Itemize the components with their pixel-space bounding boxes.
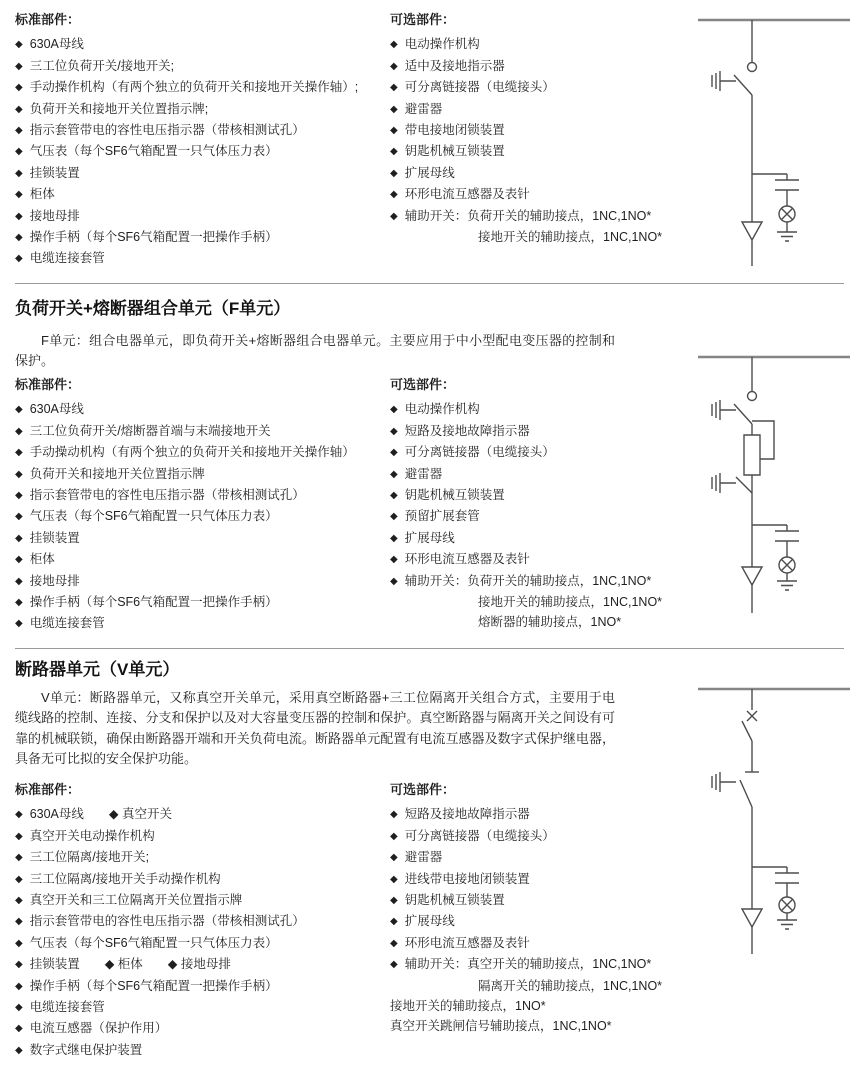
- diamond-bullet-icon: ◆: [15, 39, 23, 51]
- diamond-bullet-icon: ◆: [15, 103, 23, 115]
- list-item: [15, 248, 387, 269]
- list-item: [390, 612, 690, 632]
- list-item-text: 630A母线 ◆ 真空开关: [29, 807, 172, 822]
- list-item-text: 扩展母线: [404, 530, 455, 545]
- section-divider: [15, 648, 844, 649]
- list-item: [390, 399, 690, 420]
- section1-standard-column: [15, 10, 387, 270]
- list-item-text: 手动操作机构（有两个独立的负荷开关和接地开关操作轴）;: [29, 80, 359, 95]
- optional-parts-heading: 可选部件：: [390, 782, 456, 797]
- list-item: [390, 141, 690, 162]
- list-item-text: 辅助开关：真空开关的辅助接点，1NC,1NO*: [404, 957, 652, 972]
- v-unit-section-title: 断路器单元（V单元）: [15, 660, 180, 679]
- list-item-text: 辅助开关：负荷开关的辅助接点，1NC,1NO*: [404, 573, 652, 588]
- list-item-text: 操作手柄（每个SF6气箱配置一把操作手柄）: [29, 595, 278, 610]
- list-item-text: 钥匙机械互锁装置: [404, 488, 505, 503]
- diamond-bullet-icon: ◆: [15, 575, 23, 587]
- list-item-text: 钥匙机械互锁装置: [404, 144, 505, 159]
- list-item: [15, 847, 387, 868]
- standard-parts-heading: 标准部件：: [15, 782, 81, 797]
- list-item-text: 辅助开关：负荷开关的辅助接点，1NC,1NO*: [404, 208, 652, 223]
- f-unit-intro-paragraph: F单元：组合电器单元，即负荷开关+熔断器组合电器单元。主要应用于中小型配电变压器的控制和保护。: [15, 333, 615, 369]
- section3-standard-column: [15, 780, 387, 1061]
- list-item: [15, 1040, 387, 1061]
- list-item-text: 适中及接地指示器: [404, 58, 505, 73]
- diamond-bullet-icon: ◆: [15, 554, 23, 566]
- section2-standard-column: [15, 375, 387, 635]
- diamond-bullet-icon: ◆: [15, 511, 23, 523]
- list-item-text: 接地母排: [29, 573, 80, 588]
- list-item-text: 挂锁装置: [29, 165, 80, 180]
- diamond-bullet-icon: ◆: [15, 468, 23, 480]
- list-item: [390, 592, 690, 612]
- list-item-text: 熔断器的辅助接点，1NO*: [478, 615, 622, 630]
- list-item-text: 电动操作机构: [404, 402, 480, 417]
- diamond-bullet-icon: ◆: [15, 210, 23, 222]
- list-item: [390, 549, 690, 570]
- list-item-text: 电动操作机构: [404, 37, 480, 52]
- list-item: [390, 464, 690, 485]
- list-item-text: 手动操动机构（有两个独立的负荷开关和接地开关操作轴）: [29, 445, 355, 460]
- list-item: [390, 421, 690, 442]
- list-item-text: 接地开关的辅助接点，1NO*: [390, 999, 546, 1014]
- list-item-text: 挂锁装置: [29, 530, 80, 545]
- list-item-text: 扩展母线: [404, 165, 455, 180]
- diamond-bullet-icon: ◆: [15, 916, 23, 928]
- list-item: [15, 592, 387, 613]
- list-item: [390, 954, 690, 975]
- diamond-bullet-icon: ◆: [15, 1044, 23, 1056]
- section3-optional-column: [390, 780, 690, 1037]
- list-item-text: 操作手柄（每个SF6气箱配置一把操作手柄）: [29, 978, 278, 993]
- list-item: [15, 804, 387, 825]
- diamond-bullet-icon: ◆: [390, 447, 398, 459]
- list-item-text: 避雷器: [404, 850, 443, 865]
- diamond-bullet-icon: ◆: [15, 1002, 23, 1014]
- diamond-bullet-icon: ◆: [15, 937, 23, 949]
- list-item: [15, 34, 387, 55]
- diamond-bullet-icon: ◆: [15, 830, 23, 842]
- diamond-bullet-icon: ◆: [15, 404, 23, 416]
- list-item-text: 负荷开关和接地开关位置指示牌: [29, 466, 205, 481]
- diamond-bullet-icon: ◆: [15, 873, 23, 885]
- f-unit-section-title: 负荷开关+熔断器组合单元（F单元）: [15, 299, 291, 318]
- diamond-bullet-icon: ◆: [15, 852, 23, 864]
- optional-parts-list: [390, 34, 690, 247]
- list-item-text: 柜体: [29, 552, 55, 567]
- list-item: [390, 976, 690, 996]
- diamond-bullet-icon: ◆: [15, 167, 23, 179]
- list-item: [15, 464, 387, 485]
- standard-parts-heading: 标准部件：: [15, 12, 81, 27]
- circuit-breaker-unit-diagram: [690, 672, 858, 1002]
- diamond-bullet-icon: ◆: [390, 425, 398, 437]
- list-item: [15, 99, 387, 120]
- list-item-text: 环形电流互感器及表针: [404, 935, 530, 950]
- list-item: [390, 933, 690, 954]
- diamond-bullet-icon: ◆: [15, 447, 23, 459]
- diamond-bullet-icon: ◆: [390, 60, 398, 72]
- list-item: [390, 1016, 690, 1036]
- list-item-text: 接地母排: [29, 208, 80, 223]
- list-item-text: 指示套管带电的容性电压指示器（带核相测试孔）: [29, 123, 305, 138]
- list-item-text: 钥匙机械互锁装置: [404, 893, 505, 908]
- diamond-bullet-icon: ◆: [15, 597, 23, 609]
- diamond-bullet-icon: ◆: [15, 895, 23, 907]
- load-break-switch-unit-diagram: [690, 4, 858, 272]
- list-item: [15, 826, 387, 847]
- diamond-bullet-icon: ◆: [390, 189, 398, 201]
- list-item-text: 电缆连接套管: [29, 1000, 105, 1015]
- diamond-bullet-icon: ◆: [390, 167, 398, 179]
- diamond-bullet-icon: ◆: [390, 82, 398, 94]
- diamond-bullet-icon: ◆: [390, 468, 398, 480]
- list-item-text: 带电接地闭锁装置: [404, 123, 505, 138]
- list-item: [15, 399, 387, 420]
- list-item-text: 隔离开关的辅助接点，1NC,1NO*: [478, 978, 663, 993]
- diamond-bullet-icon: ◆: [390, 937, 398, 949]
- list-item-text: 接地开关的辅助接点，1NC,1NO*: [478, 595, 663, 610]
- list-item-text: 环形电流互感器及表针: [404, 552, 530, 567]
- diamond-bullet-icon: ◆: [390, 490, 398, 502]
- diamond-bullet-icon: ◆: [15, 146, 23, 158]
- list-item-text: 可分离链接器（电缆接头）: [404, 80, 555, 95]
- diamond-bullet-icon: ◆: [390, 125, 398, 137]
- list-item-text: 630A母线: [29, 402, 84, 417]
- list-item-text: 接地开关的辅助接点，1NC,1NO*: [478, 230, 663, 245]
- list-item: [390, 163, 690, 184]
- list-item-text: 气压表（每个SF6气箱配置一只气体压力表）: [29, 509, 278, 524]
- list-item-text: 预留扩展套管: [404, 509, 480, 524]
- list-item: [15, 141, 387, 162]
- diamond-bullet-icon: ◆: [390, 916, 398, 928]
- list-item-text: 短路及接地故障指示器: [404, 423, 530, 438]
- diamond-bullet-icon: ◆: [390, 809, 398, 821]
- list-item: [15, 120, 387, 141]
- diamond-bullet-icon: ◆: [15, 1023, 23, 1035]
- diamond-bullet-icon: ◆: [15, 532, 23, 544]
- list-item-text: 三工位负荷开关/熔断器首端与末端接地开关: [29, 423, 271, 438]
- diamond-bullet-icon: ◆: [390, 210, 398, 222]
- diamond-bullet-icon: ◆: [15, 425, 23, 437]
- diamond-bullet-icon: ◆: [15, 232, 23, 244]
- optional-parts-heading: 可选部件：: [390, 377, 456, 392]
- list-item-text: 气压表（每个SF6气箱配置一只气体压力表）: [29, 935, 278, 950]
- diamond-bullet-icon: ◆: [390, 575, 398, 587]
- list-item: [390, 206, 690, 227]
- diamond-bullet-icon: ◆: [390, 404, 398, 416]
- list-item-text: 可分离链接器（电缆接头）: [404, 445, 555, 460]
- section-divider: [15, 283, 844, 284]
- list-item: [390, 34, 690, 55]
- list-item-text: 真空开关电动操作机构: [29, 828, 155, 843]
- diamond-bullet-icon: ◆: [15, 809, 23, 821]
- diamond-bullet-icon: ◆: [15, 125, 23, 137]
- list-item: [15, 528, 387, 549]
- diamond-bullet-icon: ◆: [15, 189, 23, 201]
- optional-parts-heading: 可选部件：: [390, 12, 456, 27]
- list-item: [15, 442, 387, 463]
- list-item: [15, 506, 387, 527]
- list-item-text: 三工位负荷开关/接地开关;: [29, 58, 175, 73]
- list-item-text: 负荷开关和接地开关位置指示牌;: [29, 101, 209, 116]
- standard-parts-list: [15, 399, 387, 634]
- list-item: [15, 571, 387, 592]
- diamond-bullet-icon: ◆: [390, 895, 398, 907]
- list-item: [15, 954, 387, 975]
- list-item-text: 扩展母线: [404, 914, 455, 929]
- list-item-text: 挂锁装置 ◆ 柜体 ◆ 接地母排: [29, 957, 231, 972]
- diamond-bullet-icon: ◆: [390, 852, 398, 864]
- list-item-text: 避雷器: [404, 466, 443, 481]
- list-item: [390, 227, 690, 247]
- section2-optional-column: [390, 375, 690, 633]
- diamond-bullet-icon: ◆: [15, 959, 23, 971]
- list-item-text: 指示套管带电的容性电压指示器（带核相测试孔）: [29, 914, 305, 929]
- standard-parts-list: [15, 804, 387, 1061]
- list-item-text: 三工位隔离/接地开关;: [29, 850, 150, 865]
- diamond-bullet-icon: ◆: [15, 618, 23, 630]
- list-item-text: 指示套管带电的容性电压指示器（带核相测试孔）: [29, 488, 305, 503]
- list-item: [390, 826, 690, 847]
- list-item-text: 数字式继电保护装置: [29, 1042, 143, 1057]
- list-item: [15, 227, 387, 248]
- diamond-bullet-icon: ◆: [390, 511, 398, 523]
- diamond-bullet-icon: ◆: [15, 490, 23, 502]
- list-item: [15, 933, 387, 954]
- list-item: [390, 442, 690, 463]
- list-item-text: 操作手柄（每个SF6气箱配置一把操作手柄）: [29, 230, 278, 245]
- list-item: [15, 485, 387, 506]
- diamond-bullet-icon: ◆: [390, 830, 398, 842]
- list-item: [390, 996, 690, 1016]
- diamond-bullet-icon: ◆: [390, 146, 398, 158]
- list-item: [15, 869, 387, 890]
- list-item-text: 短路及接地故障指示器: [404, 807, 530, 822]
- list-item: [15, 976, 387, 997]
- diamond-bullet-icon: ◆: [15, 253, 23, 265]
- list-item-text: 电流互感器（保护作用）: [29, 1021, 168, 1036]
- optional-parts-list: [390, 804, 690, 1036]
- list-item: [390, 184, 690, 205]
- list-item: [15, 184, 387, 205]
- list-item: [15, 613, 387, 634]
- diamond-bullet-icon: ◆: [15, 980, 23, 992]
- section1-optional-column: [390, 10, 690, 247]
- list-item: [15, 206, 387, 227]
- list-item: [15, 421, 387, 442]
- fuse-combination-unit-diagram: [690, 335, 858, 635]
- list-item-text: 避雷器: [404, 101, 443, 116]
- list-item: [390, 890, 690, 911]
- list-item-text: 环形电流互感器及表针: [404, 187, 530, 202]
- diamond-bullet-icon: ◆: [390, 959, 398, 971]
- list-item: [390, 911, 690, 932]
- list-item: [15, 997, 387, 1018]
- list-item: [15, 890, 387, 911]
- list-item-text: 电缆连接套管: [29, 616, 105, 631]
- diamond-bullet-icon: ◆: [390, 554, 398, 566]
- list-item: [390, 528, 690, 549]
- list-item: [390, 804, 690, 825]
- diamond-bullet-icon: ◆: [390, 873, 398, 885]
- list-item: [390, 571, 690, 592]
- diamond-bullet-icon: ◆: [390, 532, 398, 544]
- list-item: [15, 56, 387, 77]
- diamond-bullet-icon: ◆: [390, 103, 398, 115]
- v-unit-intro-paragraph: V单元：断路器单元，又称真空开关单元，采用真空断路器+三工位隔离开关组合方式，主要用于电缆线路的控制、连接、分支和保护以及对大容量变压器的控制和保护。真空断路器与隔离开关之间设有可靠的机械联锁，确保由断路器开端和开关负荷电流。断路器单元配置有电流互感器及数字式保护继电器，具备无可比拟的安全保护功能。: [15, 690, 615, 767]
- list-item: [390, 56, 690, 77]
- list-item-text: 气压表（每个SF6气箱配置一只气体压力表）: [29, 144, 278, 159]
- list-item-text: 柜体: [29, 187, 55, 202]
- list-item: [390, 77, 690, 98]
- diamond-bullet-icon: ◆: [390, 39, 398, 51]
- list-item-text: 电缆连接套管: [29, 251, 105, 266]
- list-item: [15, 163, 387, 184]
- list-item-text: 进线带电接地闭锁装置: [404, 871, 530, 886]
- list-item: [15, 1018, 387, 1039]
- list-item: [15, 549, 387, 570]
- list-item: [390, 869, 690, 890]
- list-item: [390, 506, 690, 527]
- list-item: [15, 911, 387, 932]
- list-item-text: 真空开关和三工位隔离开关位置指示牌: [29, 893, 243, 908]
- diamond-bullet-icon: ◆: [15, 60, 23, 72]
- standard-parts-list: [15, 34, 387, 269]
- list-item: [390, 99, 690, 120]
- diamond-bullet-icon: ◆: [15, 82, 23, 94]
- list-item: [15, 77, 387, 98]
- list-item: [390, 120, 690, 141]
- optional-parts-list: [390, 399, 690, 632]
- list-item-text: 630A母线: [29, 37, 84, 52]
- list-item-text: 可分离链接器（电缆接头）: [404, 828, 555, 843]
- list-item-text: 真空开关跳闸信号辅助接点，1NC,1NO*: [390, 1019, 612, 1034]
- list-item: [390, 847, 690, 868]
- list-item-text: 三工位隔离/接地开关手动操作机构: [29, 871, 221, 886]
- standard-parts-heading: 标准部件：: [15, 377, 81, 392]
- list-item: [390, 485, 690, 506]
